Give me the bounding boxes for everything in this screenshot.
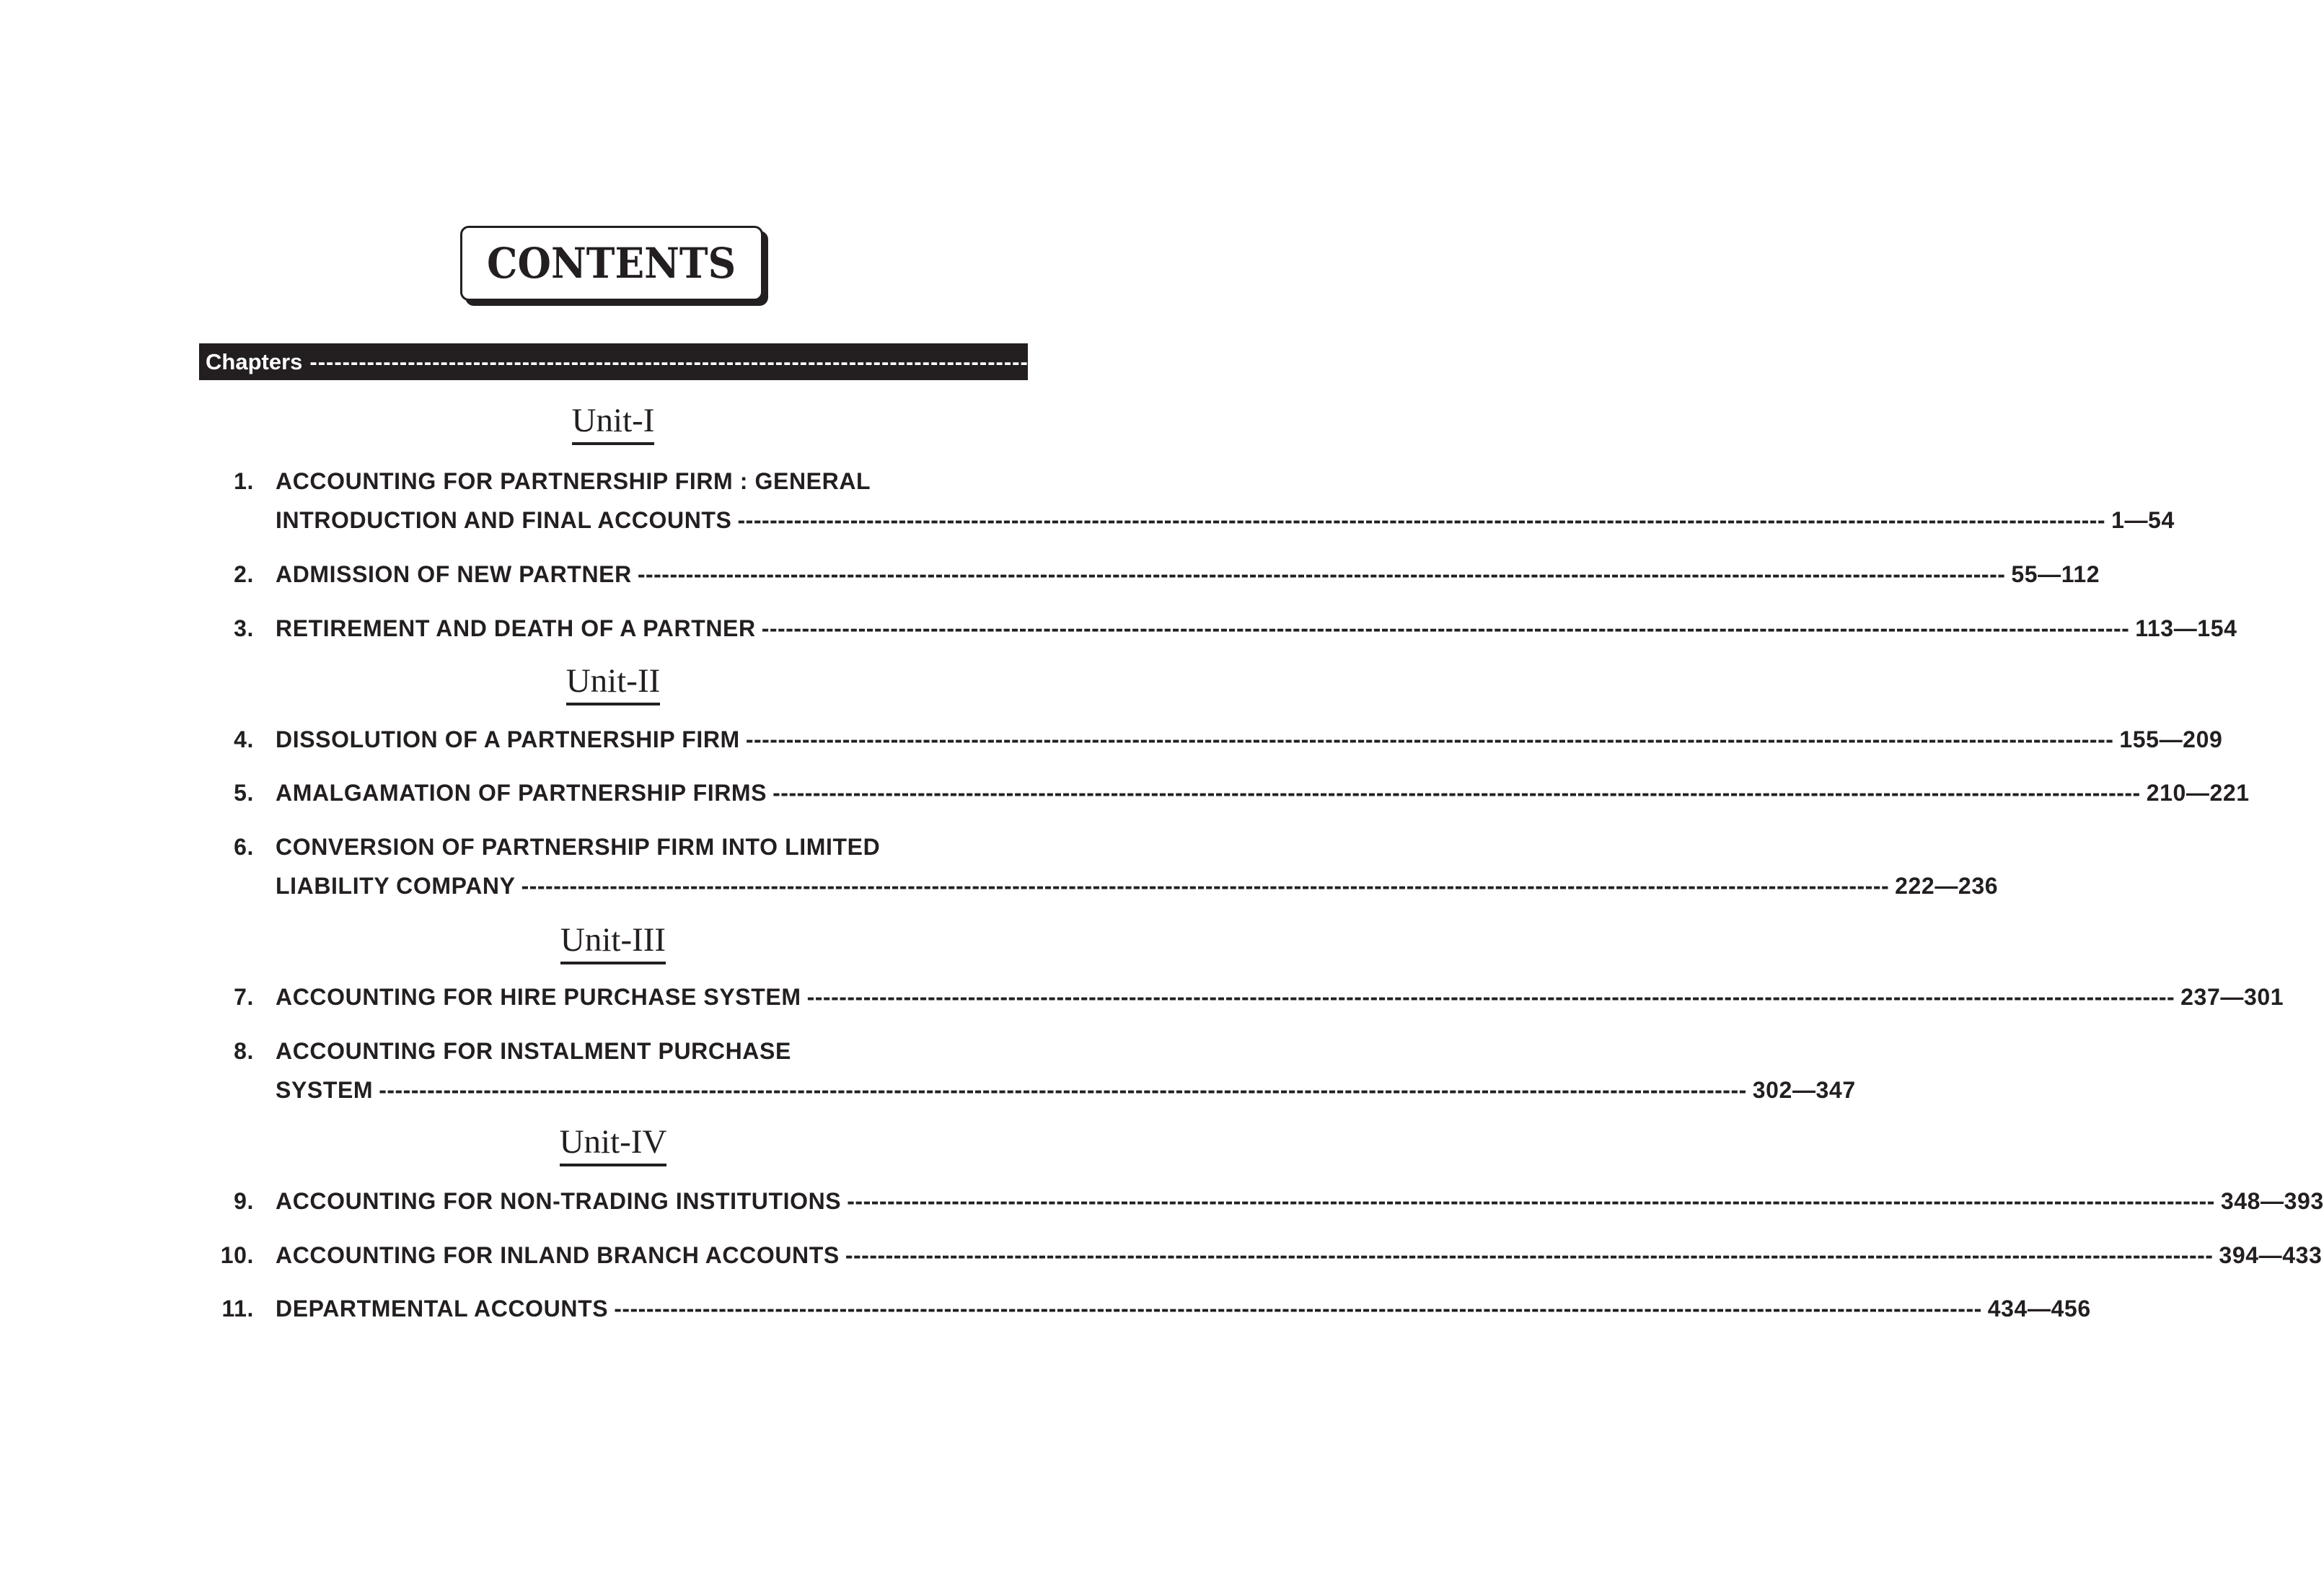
chapter-title: INTRODUCTION AND FINAL ACCOUNTS	[276, 506, 732, 533]
chapter-entry[interactable]	[202, 614, 2237, 643]
chapter-number: 5.	[234, 779, 254, 806]
page-range: 302—347	[1752, 1076, 1856, 1103]
unit-heading	[0, 920, 1226, 964]
chapter-entry-continuation[interactable]	[202, 506, 2175, 535]
chapter-title: ADMISSION OF NEW PARTNER	[276, 560, 632, 587]
page-range: 348—393	[2220, 1187, 2324, 1214]
header-chapters-label: Chapters	[206, 348, 303, 374]
unit-heading	[0, 661, 1226, 705]
chapter-title: ACCOUNTING FOR NON-TRADING INSTITUTIONS	[276, 1187, 842, 1214]
chapter-number: 1.	[234, 467, 254, 494]
page-range: 55—112	[2011, 560, 2100, 587]
chapter-number: 10.	[220, 1241, 254, 1268]
leader-dashes: --------------------------------------------------------------------------------------------------------------------------------------------------------------------------	[737, 506, 2106, 533]
chapter-entry[interactable]	[202, 725, 2223, 754]
page-range: 155—209	[2119, 726, 2223, 752]
chapter-entry[interactable]	[202, 560, 2100, 589]
header-leader-dashes: --------------------------------------------------------------------------------------------------------------------------------------------------------------------------	[309, 348, 1699, 374]
page-range: 1—54	[2111, 506, 2175, 533]
leader-dashes: --------------------------------------------------------------------------------------------------------------------------------------------------------------------------	[637, 560, 2006, 587]
page-range: 394—433	[2219, 1241, 2323, 1268]
unit-label: Unit-II	[566, 664, 661, 705]
contents-title-box	[460, 226, 763, 301]
chapter-number: 11.	[221, 1295, 254, 1322]
chapter-title: DEPARTMENTAL ACCOUNTS	[276, 1295, 609, 1322]
unit-label: Unit-IV	[560, 1125, 667, 1166]
page-range: 210—221	[2146, 779, 2250, 806]
chapter-entry-continuation[interactable]	[202, 1076, 1856, 1104]
leader-dashes: --------------------------------------------------------------------------------------------------------------------------------------------------------------------------	[614, 1295, 1982, 1322]
chapter-number: 3.	[234, 615, 254, 641]
chapter-entry[interactable]	[202, 778, 2250, 807]
page-range: 434—456	[1987, 1295, 2091, 1322]
leader-dashes: --------------------------------------------------------------------------------------------------------------------------------------------------------------------------	[745, 726, 2114, 752]
chapter-entry[interactable]	[202, 1294, 2091, 1323]
chapter-title: DISSOLUTION OF A PARTNERSHIP FIRM	[276, 726, 740, 752]
chapter-title: RETIREMENT AND DEATH OF A PARTNER	[276, 615, 756, 641]
page-title: CONTENTS	[487, 239, 736, 288]
chapter-number: 7.	[234, 983, 254, 1010]
chapter-title: SYSTEM	[276, 1076, 374, 1103]
leader-dashes: --------------------------------------------------------------------------------------------------------------------------------------------------------------------------	[773, 779, 2141, 806]
chapter-number: 4.	[234, 726, 254, 752]
chapter-entry[interactable]	[202, 832, 1022, 861]
chapter-number: 9.	[234, 1187, 254, 1214]
chapter-title: ACCOUNTING FOR PARTNERSHIP FIRM : GENERAL	[276, 467, 871, 494]
leader-dashes: --------------------------------------------------------------------------------------------------------------------------------------------------------------------------	[761, 615, 2130, 641]
leader-dashes: --------------------------------------------------------------------------------------------------------------------------------------------------------------------------	[806, 983, 2175, 1010]
column-header-bar	[199, 335, 1759, 387]
chapter-entry[interactable]	[202, 1241, 2323, 1270]
chapter-title: ACCOUNTING FOR INSTALMENT PURCHASE	[276, 1037, 791, 1064]
leader-dashes: --------------------------------------------------------------------------------------------------------------------------------------------------------------------------	[521, 872, 1890, 899]
chapter-entry[interactable]	[202, 467, 1022, 496]
chapter-entry-continuation[interactable]	[202, 871, 1999, 900]
chapter-title: LIABILITY COMPANY	[276, 872, 516, 899]
leader-dashes: --------------------------------------------------------------------------------------------------------------------------------------------------------------------------	[379, 1076, 1747, 1103]
header-page-no-label: Page No.	[1705, 335, 1759, 387]
page-range: 222—236	[1895, 872, 1999, 899]
chapter-entry[interactable]	[202, 1037, 1022, 1065]
page-range: 237—301	[2180, 983, 2284, 1010]
chapter-number: 6.	[234, 833, 254, 860]
unit-label: Unit-I	[572, 404, 655, 445]
chapter-title: ACCOUNTING FOR HIRE PURCHASE SYSTEM	[276, 983, 801, 1010]
chapter-number: 2.	[234, 560, 254, 587]
page-range: 113—154	[2135, 615, 2237, 641]
unit-heading	[0, 1122, 1226, 1166]
chapter-entry[interactable]	[202, 1187, 2324, 1215]
chapter-entry[interactable]	[202, 982, 2284, 1011]
unit-heading	[0, 401, 1226, 445]
chapter-title: ACCOUNTING FOR INLAND BRANCH ACCOUNTS	[276, 1241, 840, 1268]
leader-dashes: --------------------------------------------------------------------------------------------------------------------------------------------------------------------------	[847, 1187, 2215, 1214]
chapter-number: 8.	[234, 1037, 254, 1064]
chapter-title: AMALGAMATION OF PARTNERSHIP FIRMS	[276, 779, 767, 806]
leader-dashes: --------------------------------------------------------------------------------------------------------------------------------------------------------------------------	[845, 1241, 2214, 1268]
chapter-title: CONVERSION OF PARTNERSHIP FIRM INTO LIMITED	[276, 833, 881, 860]
unit-label: Unit-III	[560, 923, 666, 964]
